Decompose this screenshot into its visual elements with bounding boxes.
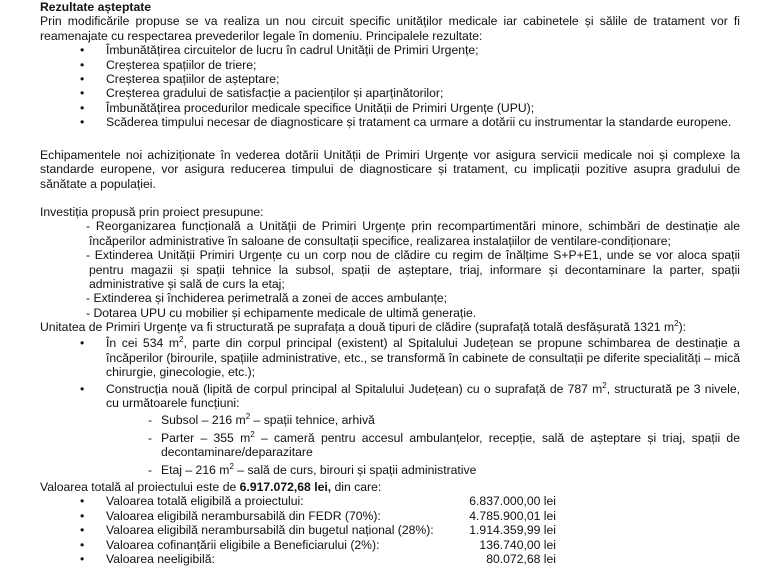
rezultate-intro: Prin modificările propuse se va realiza un nou circuit specific unităților medicale iar cabinetele și sălile de tratament vor fi reamenajate cu respectarea prevederilor legale în domeniu. Principalele rezultate: [40, 14, 740, 43]
list-item: - Extinderea și închiderea perimetrală a zonei de acces ambulanțe; [86, 291, 448, 306]
section-title: Rezultate așteptate [40, 0, 152, 14]
valoare-intro: Valoarea totală al proiectului este de 6.917.072,68 lei, din care: [40, 480, 382, 494]
bullet-icon: • [80, 336, 85, 351]
bullet-icon: • [80, 551, 85, 566]
section-investitia [40, 205, 740, 320]
list-item: • Scăderea timpului necesar de diagnosticare și tratament ca urmare a dotării cu instrumentar la standarde europene. [80, 115, 732, 130]
bullet-icon: • [80, 115, 85, 130]
list-item: - Reorganizarea funcțională a Unității de Primiri Urgențe prin recompartimentări minore, schimbări de destinație ale încăperilor administrative în saloane de consultații specifice, realizarea instalațiilor de ventilare-condiționare; [86, 219, 740, 248]
bullet-icon: • [80, 508, 85, 523]
list-item: - Parter – 355 $m^2$ – cameră pentru accesul ambulanțelor, recepție, sală de așteptare și triaj, spații de decontaminare/deparazitare [148, 429, 740, 460]
list-item: • Îmbunătățirea procedurilor medicale specifice Unității de Primiri Urgențe (UPU); [80, 100, 535, 115]
table-row: • Valoarea cofinanțării eligibile a Beneficiarului (2%): 136.740,00 lei [80, 537, 556, 552]
bullet-icon: • [80, 381, 85, 396]
section-valoare [40, 480, 740, 566]
bullet-icon: • [80, 100, 85, 115]
bullet-icon: • [80, 57, 85, 72]
section-rezultate [40, 0, 740, 130]
list-item: - Dotarea UPU cu mobilier și echipamente medicale de ultimă generație. [86, 305, 477, 320]
list-item: • Construcția nouă (lipită de corpul principal al Spitalului Județean) cu o suprafață de 787 $m^2$, structurată pe 3 nivele, cu următoarele funcțiuni: [80, 380, 741, 411]
list-item: • Creșterea spațiilor de așteptare; [80, 72, 280, 87]
investitia-intro: Investiția propusă prin proiect presupune: [40, 205, 264, 219]
table-row: • Valoarea eligibilă nerambursabilă din bugetul național (28%): 1.914.359,99 lei [80, 523, 556, 538]
list-item: • Creșterea gradului de satisfacție a pacienților și aparținătorilor; [80, 86, 444, 101]
list-item: - Etaj – 216 $m^2$ – sală de curs, birouri și spații administrative [148, 461, 477, 477]
table-row: • Valoarea neeligibilă: 80.072,68 lei [80, 551, 556, 566]
list-item: • Creșterea spațiilor de triere; [80, 57, 257, 72]
table-row: • Valoarea totală eligibilă a proiectului: 6.837.000,00 lei [80, 494, 556, 509]
bullet-icon: • [80, 494, 85, 509]
list-item: - Subsol – 216 $m^2$ – spații tehnice, arhivă [148, 412, 375, 428]
rezultate-list [40, 43, 740, 129]
section-structura [40, 320, 740, 477]
bullet-icon: • [80, 523, 85, 538]
structura-intro: Unitatea de Primiri Urgențe va fi structurată pe suprafața a două tipuri de clădire (suprafață totală desfășurată 1321 $m^2$): [40, 318, 687, 334]
bullet-icon: • [80, 43, 85, 58]
list-item: - Extinderea Unității Primiri Urgențe cu un corp nou de clădire cu regim de înălțime S+P+E1, unde se vor aloca spații pentru magazii și spații tehnice la subsol, spații de așteptare, triaj, informare și decontaminare la parter, spații administrative și sală de curs la etaj; [86, 248, 740, 292]
table-row: • Valoarea eligibilă nerambursabilă din FEDR (70%): 4.785.900,01 lei [80, 508, 556, 523]
list-item: • În cei 534 $m^2$, parte din corpul principal (existent) al Spitalului Județean se propune schimbarea de destinație a încăperilor (birourile, spațiile administrative, etc., se transformă în cabinete de consultații pe diferite specialități – mică chirurgie, ginecologie, etc.); [80, 335, 740, 380]
echipamente-paragraph: Echipamentele noi achiziționate în vederea dotării Unității de Primiri Urgențe vor asigura servicii medicale noi și complexe la standarde europene, vor asigura reducerea timpului de diagnosticare și tratament, cu implicații pozitive asupra gradului de sănătate a populației. [40, 148, 740, 191]
bullet-icon: • [80, 72, 85, 87]
bullet-icon: • [80, 86, 85, 101]
list-item: • Îmbunătățirea circuitelor de lucru în cadrul Unității de Primiri Urgențe; [80, 43, 479, 58]
bullet-icon: • [80, 537, 85, 552]
